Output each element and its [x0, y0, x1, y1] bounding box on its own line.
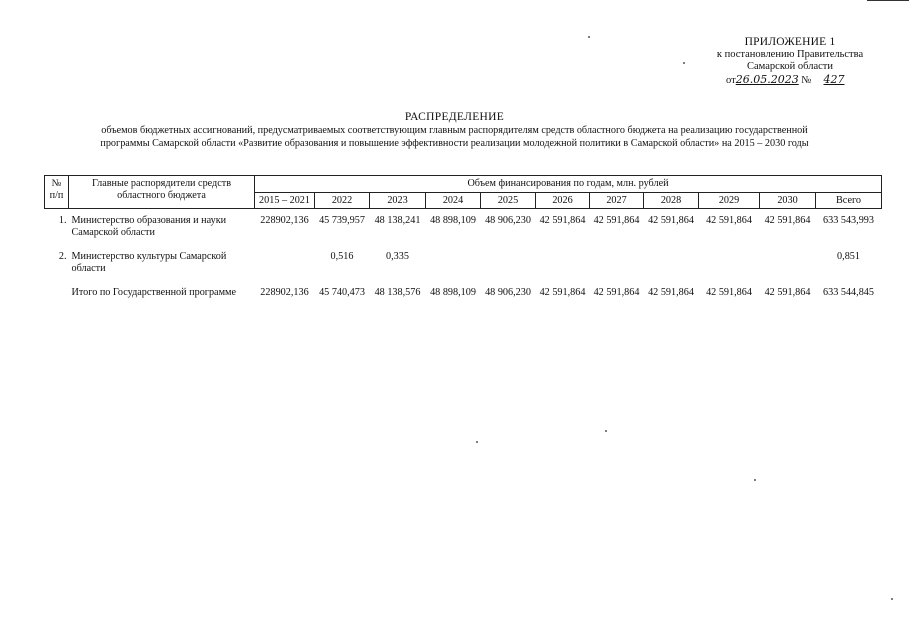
cell-value: 42 591,864 — [706, 287, 752, 298]
cell-value: 42 591,864 — [764, 287, 811, 298]
cell-value: 48 138,576 — [374, 287, 421, 298]
cell-value: 48 138,241 — [374, 215, 421, 226]
scan-speck — [588, 36, 590, 38]
cell-value: 42 591,864 — [764, 215, 811, 226]
cell-total: 0,851 — [837, 251, 860, 262]
scan-speck — [605, 430, 607, 432]
cell-value — [536, 251, 590, 287]
cell-value — [255, 251, 315, 287]
year-header: 2028 — [644, 192, 699, 209]
cell-value: 48 906,230 — [485, 287, 531, 298]
cell-value — [699, 251, 760, 287]
cell-value — [590, 251, 644, 287]
header-num: № п/п — [45, 176, 69, 209]
appendix-line-1: к постановлению Правительства — [716, 48, 864, 60]
date-value: 26.05.2023 — [735, 72, 799, 86]
number-value: 427 — [823, 72, 845, 86]
table-row — [45, 209, 882, 252]
cell-value: 0,516 — [330, 251, 354, 262]
row-index: 1. — [58, 215, 67, 226]
heading-line-2: программы Самарской области «Развитие образования и повышение эффективности реализации молодежной политики в Самарской области» на 2015 – 2030 годы — [100, 138, 809, 149]
cell-value: 42 591,864 — [539, 215, 586, 226]
heading-title: РАСПРЕДЕЛЕНИЕ — [404, 111, 505, 123]
table-row-total — [45, 287, 882, 303]
row-name: Министерство образования и науки Самарской области — [71, 215, 227, 238]
header-name: Главные распорядители средств областного бюджета — [69, 176, 255, 209]
cell-value: 45 740,473 — [319, 287, 365, 298]
row-index: 2. — [58, 251, 67, 262]
cell-value: 42 591,864 — [648, 287, 694, 298]
cell-value: 42 591,864 — [593, 215, 640, 226]
cell-total: 633 543,993 — [823, 215, 874, 226]
appendix-date-line — [690, 74, 890, 88]
row-index — [45, 287, 69, 303]
year-header: 2026 — [536, 192, 590, 209]
year-header: 2015 – 2021 — [255, 192, 315, 209]
cell-value: 228902,136 — [260, 215, 309, 226]
cell-value — [760, 251, 816, 287]
document-heading — [0, 111, 909, 150]
cell-value: 48 898,109 — [430, 215, 476, 226]
year-header: 2029 — [699, 192, 760, 209]
cell-value — [426, 251, 481, 287]
cell-value: 228902,136 — [260, 287, 309, 298]
top-edge-rule — [867, 0, 909, 1]
table-row — [45, 251, 882, 287]
year-header: 2024 — [426, 192, 481, 209]
appendix-line-2: Самарской области — [747, 61, 833, 72]
cell-value — [481, 251, 536, 287]
appendix-block — [690, 36, 890, 87]
cell-value — [644, 251, 699, 287]
cell-value: 48 898,109 — [430, 287, 476, 298]
year-header: 2025 — [481, 192, 536, 209]
number-prefix: № — [801, 74, 812, 86]
year-header: 2023 — [370, 192, 426, 209]
appendix-title: ПРИЛОЖЕНИЕ 1 — [744, 36, 836, 48]
scan-speck — [754, 479, 756, 481]
scan-speck — [683, 62, 685, 64]
cell-value: 48 906,230 — [485, 215, 531, 226]
year-header: 2030 — [760, 192, 816, 209]
cell-value: 42 591,864 — [706, 215, 752, 226]
header-group: Объем финансирования по годам, млн. рублей — [255, 176, 882, 193]
row-name: Итого по Государственной программе — [71, 287, 236, 298]
cell-total: 633 544,845 — [823, 287, 874, 298]
year-header: 2022 — [315, 192, 370, 209]
date-prefix: от — [726, 74, 736, 86]
heading-line-1: объемов бюджетных ассигнований, предусматриваемых соответствующим главным распорядителям средств областного бюджета на реализацию государственной — [101, 125, 808, 136]
scan-speck — [891, 598, 893, 600]
cell-value: 42 591,864 — [648, 215, 694, 226]
cell-value: 42 591,864 — [539, 287, 586, 298]
cell-value: 0,335 — [386, 251, 409, 262]
year-header: 2027 — [590, 192, 644, 209]
total-header: Всего — [816, 192, 882, 209]
cell-value: 42 591,864 — [593, 287, 640, 298]
cell-value: 45 739,957 — [319, 215, 365, 226]
funding-table — [44, 175, 882, 303]
scan-speck — [476, 441, 478, 443]
row-name: Министерство культуры Самарской области — [71, 251, 227, 274]
